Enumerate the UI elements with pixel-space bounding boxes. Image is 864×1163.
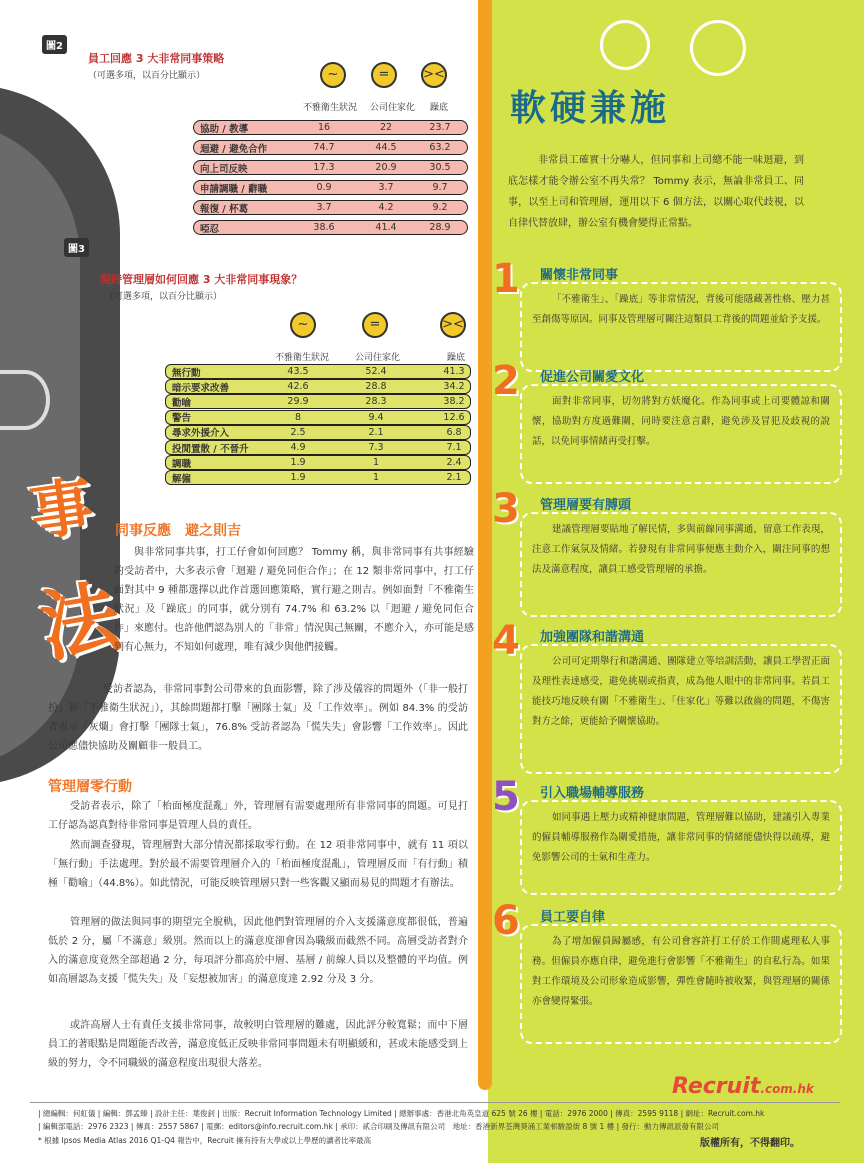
row-value: 41.3 (443, 366, 465, 377)
fig2-title: 員工回應 3 大非常同事策略 (88, 52, 225, 65)
table-row (193, 180, 468, 195)
row-value: 9.2 (432, 202, 448, 213)
table-row (193, 160, 468, 175)
tip-number: 5 (492, 774, 520, 820)
row-label: 啞忍 (200, 223, 220, 235)
row-value: 3.7 (378, 182, 394, 193)
footer-line-1: | 總編輯：何虹儀 | 編輯：鄧孟臻 | 設計主任：葉俊釗 | 出版：Recruit Information Technology Limited | 總辦事處：香港北角英皇道 625 號 26 樓 | 電話：2976 2000 | 傳真：2595 9118 | 網址：Recruit.com.hk (38, 1109, 765, 1118)
fig2-badge: 圖2 (42, 35, 67, 54)
fig3-subtitle: （可選多項，以百分比顯示） (105, 292, 223, 302)
tip-number: 1 (492, 256, 520, 302)
footer-line-3: * 根據 Ipsos Media Atlas 2016 Q1-Q4 報告中，Recruit 擁有持有大學或以上學歷的讀者比率最高 (38, 1136, 372, 1145)
row-value: 4.2 (378, 202, 394, 213)
unhygienic-face-icon-2: ~ (290, 312, 316, 338)
angry-face-icon (0, 370, 50, 430)
article-p4: 然而調查發現，管理層對大部分情況都採取零行動。在 12 項非常同事中，就有 11 項以「無行動」手法處理。對於最不需要管理層介入的「枱面極度混亂」，管理層反而「有行動」積極「勸喻」（44.8%）。如此情況，可能反映管理層只對一些客觀又顯而易見的問題才有辦法。 (48, 840, 468, 889)
row-label: 協助 / 教導 (200, 123, 249, 135)
article-heading-2: 管理層零行動 (48, 779, 132, 795)
tip-title: 引入職場輔導服務 (540, 786, 645, 801)
tip-number: 6 (492, 898, 520, 944)
row-value: 17.3 (313, 162, 335, 173)
row-value: 29.9 (287, 396, 309, 408)
footer-line-2: | 編輯部電話：2976 2323 | 傳真：2557 5867 | 電郵：editors@info.recruit.com.hk | 承印：貳合印刷及傳訊有限公司 地址：香港新界荃灣葵涌工業邨駿盈街 8 號 1 樓 | 發行：動力傳訊派發有限公司 (38, 1122, 719, 1131)
row-value: 38.2 (443, 396, 465, 408)
row-value: 52.4 (365, 366, 387, 377)
row-value: 1.9 (290, 472, 306, 484)
hot-temper-face-icon: >< (421, 62, 447, 88)
angel-face-icon (600, 20, 650, 70)
row-value: 12.6 (443, 411, 465, 423)
logo-suffix: .com.hk (760, 1082, 814, 1096)
row-value: 9.4 (368, 411, 384, 423)
table-row (165, 470, 471, 485)
unhygienic-face-icon: ~ (320, 62, 346, 88)
row-value: 8 (294, 411, 302, 423)
row-label: 解僱 (172, 473, 192, 485)
table-row (193, 200, 468, 215)
tip-title: 加強團隊和諧溝通 (540, 630, 645, 645)
row-value: 2.1 (446, 472, 462, 484)
row-value: 74.7 (313, 142, 335, 153)
tip-number: 2 (492, 358, 520, 404)
row-value: 1 (372, 457, 380, 469)
row-label: 暗示要求改善 (172, 382, 230, 394)
row-value: 34.2 (443, 381, 465, 393)
row-value: 6.8 (446, 426, 462, 438)
article-heading-1: 同事反應 避之則吉 (115, 523, 241, 539)
table-row (165, 425, 471, 440)
table-row (193, 140, 468, 155)
tip-title: 促進公司關愛文化 (540, 370, 645, 385)
fig2-col-1: 不雅衛生狀況 (303, 103, 358, 113)
orange-edge (478, 0, 492, 1090)
row-value: 2.5 (290, 426, 306, 438)
big-char-shi: 事 (25, 468, 98, 550)
home-office-face-icon: = (371, 62, 397, 88)
article-p6: 或許高層人士有責任支援非常同事，故較明白管理層的難處，因此評分較寬鬆；而中下層員工的著眼點是問題能否改善，滿意度低正反映非常同事問題未有明顯緩和，甚或未能感受到上級的努力，令不同職級的滿意程度出現很大落差。 (48, 1020, 468, 1069)
footer-divider (30, 1102, 840, 1103)
table-row (165, 455, 471, 470)
article-p5: 管理層的做法與同事的期望完全脫軌，因此他們對管理層的介入支援滿意度都很低，普遍低於 2 分，屬「不滿意」級別。然而以上的滿意度卻會因為職級而截然不同。高層受訪者對介入的滿意度竟然全部超過 2 分，每項評分都高於中層、基層 / 前線人員以及整體的平均值。例如高層認為支援「慌失失」及「妄想被加害」的滿意度達 2.92 分及 3 分。 (48, 917, 468, 985)
row-label: 無行動 (172, 367, 201, 379)
recruit-logo (672, 1074, 814, 1099)
tip-box: 為了增加僱員歸屬感，有公司會容許打工仔於工作間處理私人事務。但僱員亦應自律，避免進行會影響「不雅衛生」的自私行為。如果對工作環境及公司形象造成影響，彈性會隨時被收緊，與管理層的關係亦會變得緊張。 (520, 924, 842, 1044)
row-value: 1 (372, 472, 380, 484)
row-value: 9.7 (432, 182, 448, 193)
tip-box: 「不雅衛生」、「躁底」等非常情況，背後可能隱藏著性格、壓力甚至創傷等原因。同事及管理層可關注這類員工背後的問題並給予支援。 (520, 282, 842, 372)
fig3-badge: 圖3 (64, 238, 89, 257)
tip-box: 公司可定期舉行和諧溝通、團隊建立等培訓活動，讓員工學習正面及理性表達感受，避免挑剔或指責，成為他人眼中的非常同事。若員工能技巧地反映有關「不雅衛生」、「住家化」等難以啟齒的問題，不傷害對方之餘，更能給予關懷協助。 (520, 644, 842, 774)
row-value: 22 (379, 122, 393, 133)
tip-box: 面對非常同事，切勿將對方妖魔化。作為同事或上司要體諒和關懷，協助對方度過難關，同時要注意言辭，避免涉及冒犯及歧視的說話，以免同事情緒再受打擊。 (520, 384, 842, 484)
fig2-col-3: 躁底 (430, 103, 449, 113)
row-value: 16 (317, 122, 331, 133)
row-value: 20.9 (375, 162, 397, 173)
fig3-title: 現時管理層如何回應 3 大非常同事現象？ (100, 273, 303, 286)
row-value: 42.6 (287, 381, 309, 393)
tip-title: 管理層要有膊頭 (540, 498, 632, 513)
row-value: 2.1 (368, 426, 384, 438)
table-row (193, 120, 468, 135)
row-label: 尋求外援介入 (172, 428, 230, 440)
tip-number: 4 (492, 618, 520, 664)
row-value: 0.9 (316, 182, 332, 193)
hot-temper-face-icon-2: >< (440, 312, 466, 338)
row-value: 3.7 (316, 202, 332, 213)
fig3-col-3: 躁底 (447, 353, 466, 363)
right-intro: 非常員工確實十分嚇人，但同事和上司總不能一味迴避，到底怎樣才能令辦公室不再失常？ Tommy 表示，無論非常員工、同事，以至上司和管理層，運用以下 6 個方法，以關心取代歧視，以自律代替放肆，辦公室有機會變得正常點。 (508, 155, 804, 229)
row-value: 1.9 (290, 457, 306, 469)
table-row (165, 410, 471, 425)
fig2-subtitle: （可選多項，以百分比顯示） (88, 71, 206, 81)
row-label: 向上司反映 (200, 163, 248, 175)
table-row (165, 440, 471, 455)
row-value: 28.3 (365, 396, 387, 408)
tip-box: 如同事遇上壓力或精神健康問題，管理層難以協助，建議引入專業的僱員輔導服務作為關愛措施，讓非常同事的情緒能儘快得以疏導，避免影響公司的士氣和生產力。 (520, 800, 842, 895)
table-row (165, 364, 471, 379)
tip-title: 員工要自律 (540, 910, 606, 925)
row-value: 63.2 (429, 142, 451, 153)
table-row (165, 379, 471, 394)
table-row (165, 394, 471, 409)
row-value: 43.5 (287, 366, 309, 377)
row-label: 迴避 / 避免合作 (200, 143, 268, 155)
row-value: 28.9 (429, 222, 451, 233)
tip-title: 關懷非常同事 (540, 268, 619, 283)
home-office-face-icon-2: = (362, 312, 388, 338)
row-label: 報復 / 杯葛 (200, 203, 249, 215)
fig3-col-2: 公司住家化 (355, 353, 401, 363)
fig2-col-2: 公司住家化 (370, 103, 416, 113)
row-value: 44.5 (375, 142, 397, 153)
row-label: 勸喻 (172, 397, 192, 409)
tip-box: 建議管理層要貼地了解民情，多與前線同事溝通，留意工作表現，注意工作氣氛及情緒。若發現有非常同事便應主動介入，關注同事的想法及滿意程度，讓員工感受管理層的承擔。 (520, 512, 842, 617)
big-char-fa: 法 (33, 571, 127, 674)
right-title: 軟硬兼施 (510, 88, 671, 129)
row-value: 2.4 (446, 457, 462, 469)
logo-text: Recruit (672, 1074, 761, 1099)
row-value: 38.6 (313, 222, 335, 233)
fig3-col-1: 不雅衛生狀況 (275, 353, 330, 363)
row-label: 調職 (172, 458, 192, 470)
row-label: 警告 (172, 413, 192, 425)
row-value: 7.3 (368, 442, 384, 453)
devil-face-icon (690, 20, 746, 76)
row-value: 23.7 (429, 122, 451, 133)
row-value: 7.1 (446, 442, 462, 453)
table-row (193, 220, 468, 235)
article-p2: 受訪者認為，非常同事對公司帶來的負面影響，除了涉及儀容的問題外（「非一般打扮」和「不雅衛生狀況」），其餘問題都打擊「團隊士氣」及「工作效率」。例如 84.3% 的受訪者表示「灰爛」會打擊「團隊士氣」，76.8% 受訪者認為「慌失失」會影響「工作效率」。因此公司應儘快協助及關顧非一般員工。 (48, 684, 468, 752)
row-label: 投閒置散 / 不晉升 (172, 443, 249, 455)
row-value: 4.9 (290, 442, 306, 453)
row-value: 30.5 (429, 162, 451, 173)
row-value: 28.8 (365, 381, 387, 393)
article-p1: 與非常同事共事，打工仔會如何回應？ Tommy 稱，與非常同事有共事經驗的受訪者中，大多表示會「迴避 / 避免同佢合作」；在 12 類非常同事中，打工仔面對其中 9 種都選擇以此作首選回應策略，實行避之則吉。例如面對「不雅衛生狀況」及「躁底」的同事，就分別有 74.7% 和 63.2% 以「迴避 / 避免同佢合作」來應付。也許他們認為別人的「非常」情況與己無關，不應介入，亦可能是感到有心無力，不知如何處理，唯有減少與他們接觸。 (114, 547, 474, 653)
row-value: 41.4 (375, 222, 397, 233)
article-p3: 受訪者表示，除了「枱面極度混亂」外，管理層有需要處理所有非常同事的問題。可見打工仔認為認真對待非常同事是管理人員的責任。 (48, 801, 468, 831)
tip-number: 3 (492, 486, 520, 532)
row-label: 申請調職 / 辭職 (200, 183, 268, 195)
copyright-notice: 版權所有，不得翻印。 (700, 1138, 800, 1149)
